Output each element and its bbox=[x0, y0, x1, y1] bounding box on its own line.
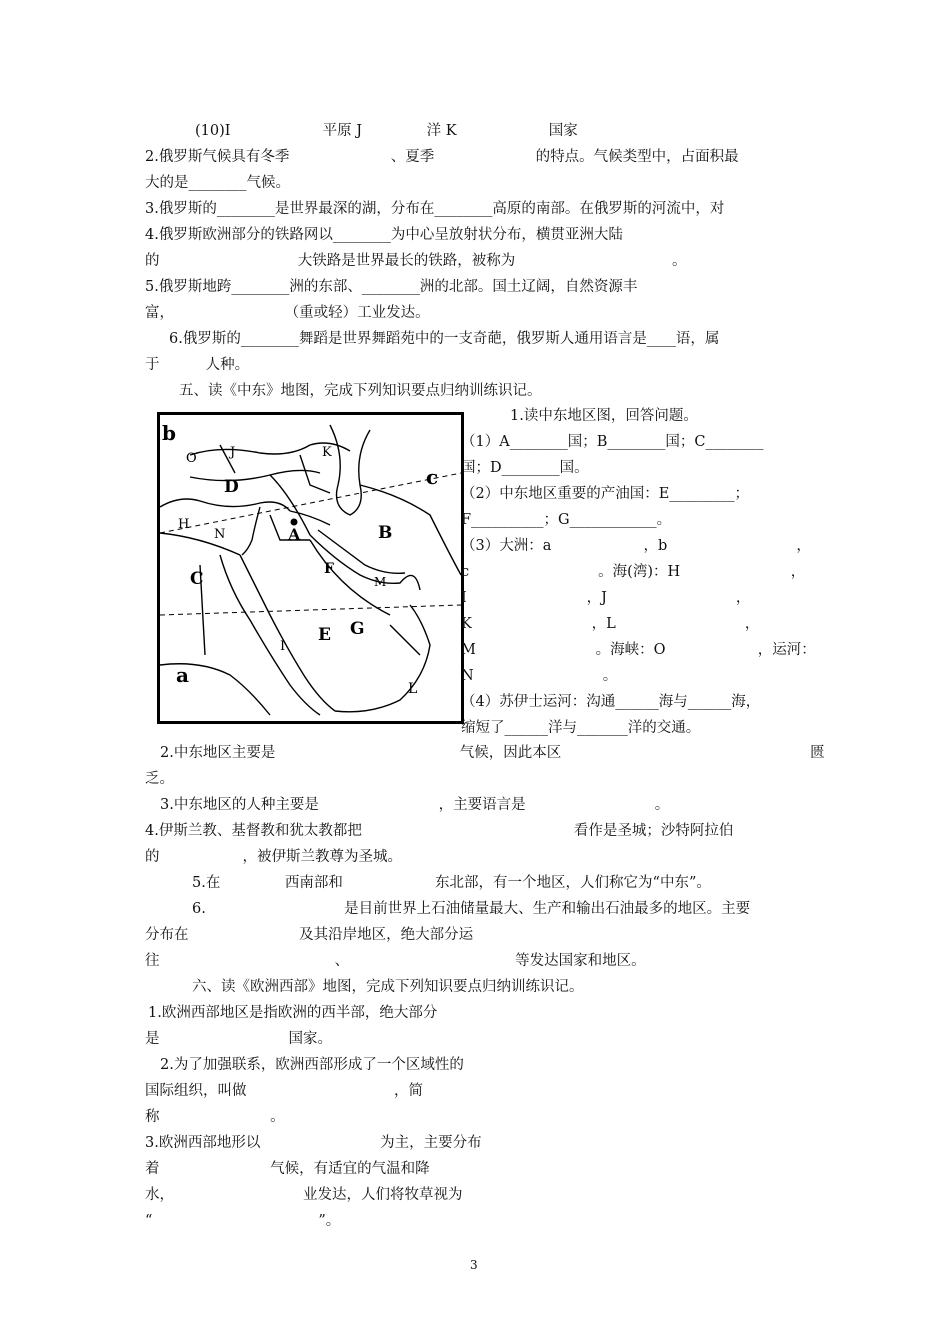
text-line: 6. 是目前世界上石油储量最大、生产和输出石油最多的地区。主要 bbox=[192, 901, 751, 917]
text-line: 国；D________国。 bbox=[461, 460, 589, 476]
text-line: （4）苏伊士运河：沟通______海与______海， bbox=[461, 694, 761, 710]
text-line: I ，J ， bbox=[461, 590, 751, 606]
map-label-E: E bbox=[318, 625, 331, 645]
text-line: 1.读中东地区图，回答问题。 bbox=[510, 408, 698, 424]
section-heading: 五、读《中东》地图，完成下列知识要点归纳训练识记。 bbox=[179, 383, 542, 399]
text-line: N 。 bbox=[461, 668, 618, 684]
text-line: 2.为了加强联系，欧洲西部形成了一个区域性的 bbox=[160, 1057, 464, 1073]
map-label-b: b bbox=[162, 421, 176, 445]
map-label-F: F bbox=[324, 561, 334, 577]
map-label-c: c bbox=[426, 465, 439, 489]
map-label-C: C bbox=[190, 569, 204, 589]
map-label-J: J bbox=[230, 445, 236, 460]
text-line: 着 气候，有适宜的气温和降 bbox=[145, 1161, 430, 1177]
text-line: 是 国家。 bbox=[145, 1031, 333, 1047]
text-line: （2）中东地区重要的产油国：E_________； bbox=[461, 486, 750, 502]
text-line: 3.俄罗斯的________是世界最深的湖，分布在________高原的南部。在俄罗斯的河流中，对 bbox=[145, 201, 725, 217]
text-line: （1）A________国；B________国；C________ bbox=[461, 434, 764, 450]
middle-east-map bbox=[157, 412, 464, 724]
text-line: 3.欧洲西部地形以 为主，主要分布 bbox=[145, 1135, 482, 1151]
text-line: 1.欧洲西部地区是指欧洲的西半部，绝大部分 bbox=[148, 1005, 438, 1021]
text-line: （3）大洲：a ，b ， bbox=[461, 538, 811, 554]
text-line: 2.俄罗斯气候具有冬季 、夏季 的特点。气候类型中，占面积最 bbox=[145, 149, 739, 165]
text-line: 3.中东地区的人种主要是 ，主要语言是 。 bbox=[160, 797, 670, 813]
text-line: c 。海(湾)：H ， bbox=[461, 564, 806, 580]
map-label-O: O bbox=[186, 451, 197, 466]
section-heading: 六、读《欧洲西部》地图，完成下列知识要点归纳训练识记。 bbox=[192, 979, 584, 995]
text-line: 5.在 西南部和 东北部，有一个地区，人们称它为“中东”。 bbox=[192, 875, 711, 891]
map-label-a: a bbox=[176, 663, 189, 687]
text-line: 的 大铁路是世界最长的铁路，被称为 。 bbox=[145, 253, 687, 269]
text-line: 水， 业发达，人们将牧草视为 bbox=[145, 1187, 463, 1203]
map-label-A: A bbox=[288, 525, 301, 544]
text-line: 6.俄罗斯的________舞蹈是世界舞蹈苑中的一支奇葩，俄罗斯人通用语言是____语，属 bbox=[169, 331, 720, 347]
map-label-G: G bbox=[350, 619, 365, 639]
text-line: 4.俄罗斯欧洲部分的铁路网以________为中心呈放射状分布，横贯亚洲大陆 bbox=[145, 227, 623, 243]
text-line: F__________；G____________。 bbox=[461, 512, 672, 528]
text-line: 富， （重或轻）工业发达。 bbox=[145, 305, 430, 321]
text-line: 的 ，被伊斯兰教尊为圣城。 bbox=[145, 849, 402, 865]
page-number: 3 bbox=[470, 1258, 478, 1272]
text-line: 分布在 及其沿岸地区，绝大部分运 bbox=[145, 927, 474, 943]
map-label-H: H bbox=[178, 517, 190, 532]
text-line: 于 人种。 bbox=[145, 357, 250, 373]
map-label-K: K bbox=[322, 445, 332, 460]
map-label-N: N bbox=[214, 527, 226, 542]
map-label-I: I bbox=[280, 639, 286, 654]
text-line: 乏。 bbox=[145, 771, 174, 787]
text-line: 4.伊斯兰教、基督教和犹太教都把 看作是圣城；沙特阿拉伯 bbox=[145, 823, 734, 839]
text-line: 往 、 等发达国家和地区。 bbox=[145, 953, 646, 969]
text-line: 2.中东地区主要是 气候，因此本区 匮 bbox=[160, 745, 825, 761]
text-line: K ，L ， bbox=[461, 616, 760, 632]
text-line: 大的是________气候。 bbox=[145, 175, 290, 191]
text-line: (10)I 平原 J 洋 K 国家 bbox=[195, 123, 578, 139]
text-line: 缩短了______洋与_______洋的交通。 bbox=[461, 720, 701, 736]
text-line: 5.俄罗斯地跨________洲的东部、________洲的北部。国土辽阔，自然资源丰 bbox=[145, 279, 638, 295]
map-label-B: B bbox=[378, 523, 393, 543]
text-line: M 。海峡：O ，运河： bbox=[461, 642, 816, 658]
map-label-M: M bbox=[374, 575, 387, 589]
text-line: 国际组织，叫做 ，简 bbox=[145, 1083, 423, 1099]
map-drawing bbox=[160, 415, 461, 721]
map-label-L: L bbox=[408, 681, 418, 697]
text-line: “ ”。 bbox=[145, 1213, 341, 1229]
map-label-D: D bbox=[224, 477, 239, 497]
text-line: 称 。 bbox=[145, 1109, 285, 1125]
